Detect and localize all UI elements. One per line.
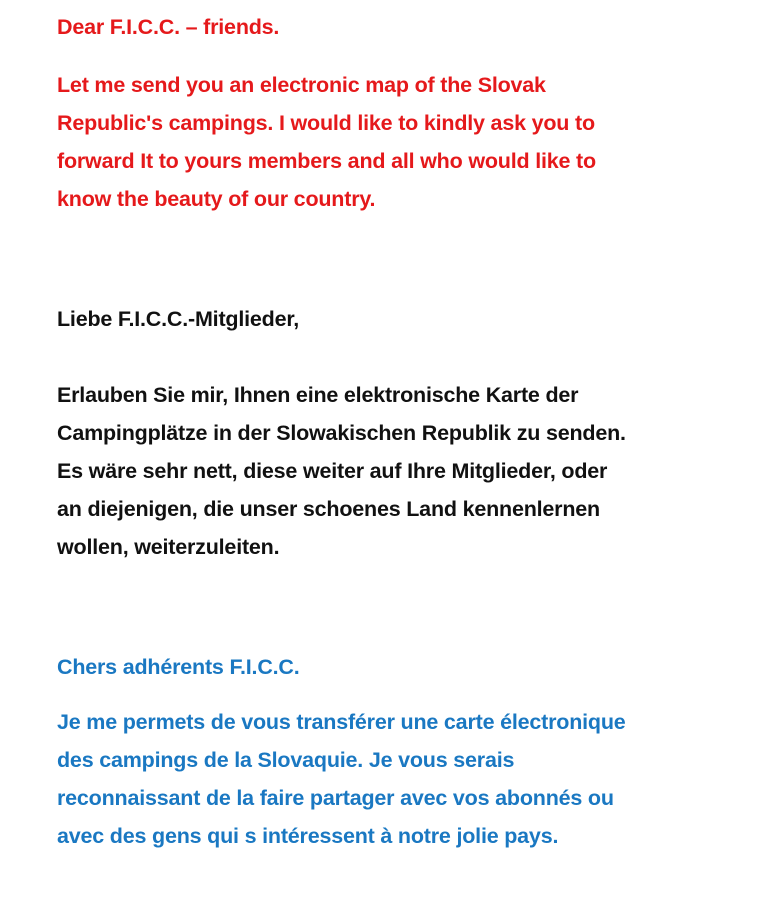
german-message-line: Es wäre sehr nett, diese weiter auf Ihre Mitglieder, oder — [57, 459, 608, 483]
english-message-line: know the beauty of our country. — [57, 187, 376, 211]
french-greeting: Chers adhérents F.I.C.C. — [57, 655, 300, 679]
english-message-line: Let me send you an electronic map of the Slovak — [57, 73, 546, 97]
french-message-line: Je me permets de vous transférer une carte électronique — [57, 710, 626, 734]
german-message — [57, 376, 626, 566]
english-message-line: forward It to yours members and all who would like to — [57, 149, 596, 173]
german-message-line: wollen, weiterzuleiten. — [57, 535, 280, 559]
german-greeting: Liebe F.I.C.C.-Mitglieder, — [57, 307, 300, 331]
french-message-line: reconnaissant de la faire partager avec vos abonnés ou — [57, 786, 614, 810]
french-message-line: avec des gens qui s intéressent à notre jolie pays. — [57, 824, 559, 848]
german-message-line: Campingplätze in der Slowakischen Republik zu senden. — [57, 421, 626, 445]
english-message — [57, 66, 596, 218]
french-message — [57, 703, 626, 855]
english-message-line: Republic's campings. I would like to kindly ask you to — [57, 111, 595, 135]
english-greeting: Dear F.I.C.C. – friends. — [57, 15, 280, 39]
german-message-line: Erlauben Sie mir, Ihnen eine elektronische Karte der — [57, 383, 579, 407]
french-message-line: des campings de la Slovaquie. Je vous serais — [57, 748, 515, 772]
german-message-line: an diejenigen, die unser schoenes Land kennenlernen — [57, 497, 600, 521]
